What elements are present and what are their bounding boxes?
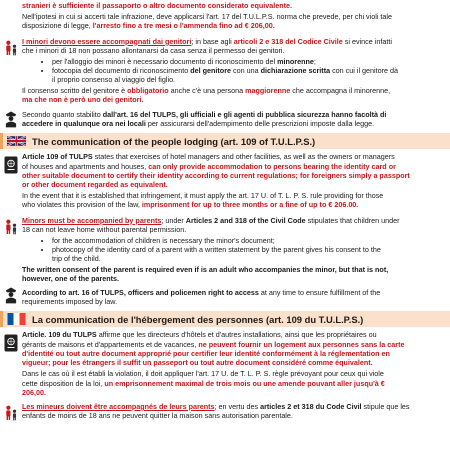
it-consent-text: Il consenso scritto del genitore è obbligatorio anche c'è una persona maggiorenne che accompagna il minorenne, ma che non è però uno dei genitori. xyxy=(22,85,391,104)
fr-minors-section xyxy=(0,402,450,422)
it-minors-lead: I minori devono essere accompagnati dai genitori; in base agli articoli 2 e 318 del Codice Civile si evince infatti che i minori di 18 non possano allontanarsi da casa senza il permesso dei genitori. xyxy=(22,36,392,55)
it-accommodation-section xyxy=(0,1,450,33)
english-section-title: The communication of the people lodging (art. 109 of T.U.L.P.S.) xyxy=(32,135,316,147)
passport-icon xyxy=(4,156,18,174)
list-item: • fotocopia del documento di riconoscimento del genitore con una dichiarazione scritta con cui il genitore dà il proprio consenso al viaggio del figlio. xyxy=(52,66,445,84)
parent-child-icon xyxy=(4,404,18,422)
en-consent-text: The written consent of the parent is required even if is an adult who accompanies the minor, but that is not, however, one of the parents. xyxy=(22,264,389,283)
passport-icon xyxy=(4,334,18,352)
list-item: • per l'alloggio dei minori è necessario documento di riconoscimento del minorenne; xyxy=(52,57,445,66)
en-accommodation-section xyxy=(0,152,450,211)
it-passport-line: stranieri è sufficiente il passaporto o altro documento considerato equivalente. xyxy=(22,1,292,10)
en-police-text: According to art. 16 of TULPS, officers and policemen right to access at any time to ensure fulfillment of the requirements imposed by law. xyxy=(22,288,381,307)
uk-flag-icon xyxy=(7,135,26,147)
list-item: • for the accommodation of children is necessary the minor's document; xyxy=(52,236,445,245)
en-minors-section xyxy=(0,216,450,285)
en-police-section xyxy=(0,288,450,308)
french-section-header xyxy=(0,311,450,327)
it-police-text: Secondo quanto stabilito dall'art. 16 del TULPS, gli ufficiali e gli agenti di pubblica sicurezza hanno facoltà di accedere in qualunque ora nei locali per assicurarsi dell'adempimento delle prescrizioni imposte dalla legge. xyxy=(22,110,387,129)
it-infraction-text: Nell'ipotesi in cui si accerti tale infrazione, deve applicarsi l'art. 17 del T.U.L.P.S. norma che prevede, per chi violi tale disposizione di legge, l'arresto fino a tre mesi o l'ammenda fino ad € 206,00. xyxy=(22,12,393,31)
it-minors-section xyxy=(0,37,450,106)
fr-accommodation-section xyxy=(0,330,450,398)
parent-child-icon xyxy=(4,218,18,236)
en-infraction-text: In the event that it is established that infringement, it must apply the art. 17 U. of T. L. P. S. rule providing for those who violates this provision of the law, imprisonment for up to three months or a fine of up to € 206.00. xyxy=(22,191,384,210)
parent-child-icon xyxy=(4,39,18,57)
police-officer-icon xyxy=(4,286,18,304)
en-article-text: Article 109 of TULPS states that exercises of hotel managers and other facilities, as well as the owners or managers of houses and apartments and houses, can only provide accommodation to persons bearing the identity card or other suitable document to certify their identity according to current regulations; for foreigners simply a passport or other document regarded as equivalent. xyxy=(22,152,410,190)
france-flag-icon xyxy=(7,313,26,325)
fr-minors-lead: Les mineurs doivent être accompagnés de leurs parents; en vertu des articles 2 et 318 du Code Civil stipule que les enfants de moins de 18 ans ne peuvent quitter la maison sans autorisation parentale. xyxy=(22,401,410,421)
english-section-header xyxy=(0,133,450,149)
en-minors-lead: Minors must be accompanied by parents; under Articles 2 and 318 of the Civil Code stipulates that children under 18 can not leave home without parental permission. xyxy=(22,215,400,234)
en-minors-list xyxy=(22,236,445,264)
police-officer-icon xyxy=(4,110,18,128)
fr-infraction-text: Dans le cas où il est établi la violation, il doit appliquer l'art. 17 U. de T. L. P. S. règle prévoyant pour ceux qui viole cette disposition de la loi, un emprisonnement maximal de trois mois ou une amende pouvant aller jusqu'à € 206,00. xyxy=(22,369,385,397)
it-police-section xyxy=(0,110,450,130)
fr-article-text: Article. 109 du TULPS affirme que les directeurs d'hôtels et d'autres installations, ainsi que les propriétaires ou gérants de maisons et d'appartements et de vacances, ne peuvent fournir un logement aux personnes sans la carte d'identité ou tout autre document approprié pour certifier leur identité conformément à la réglementation en vigueur; pour les étrangers il suffit un passeport ou tout autre document considéré comme équivalent. xyxy=(22,330,405,368)
it-minors-list xyxy=(22,57,445,85)
list-item: • photocopy of the identity card of a parent with a written statement by the parent gives his consent to the trip of the child. xyxy=(52,245,445,263)
french-section-title: La communication de l'hébergement des personnes (art. 109 du T.U.L.P.S.) xyxy=(32,313,364,325)
